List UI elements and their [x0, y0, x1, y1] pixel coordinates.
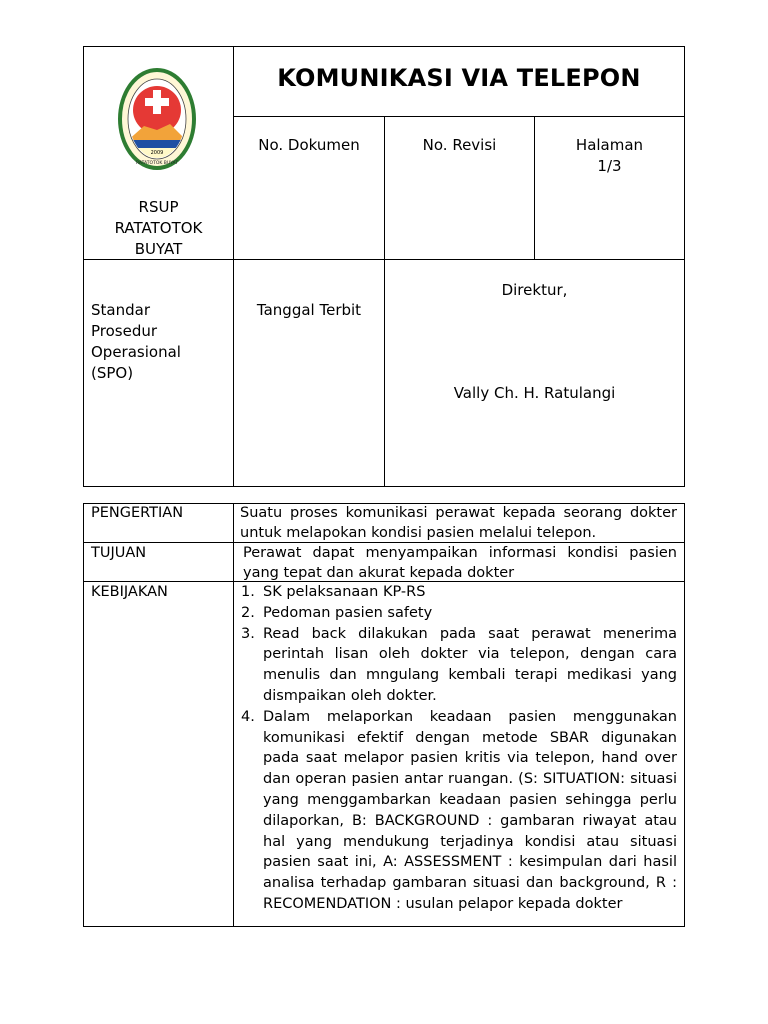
tanggal-terbit-label: Tanggal Terbit: [256, 301, 362, 319]
list-item-text: Dalam melaporkan keadaan pasien menggunakan komunikasi efektif dengan metode SBAR digunakan pada saat melapor pasien kritis via telepon, hand over dan operan pasien antar ruangan. (S: SITUATION: situasi yang menggambarkan keadaan pasien sehingga perlu dilaporkan, B: BACKGROUND : gambaran riwayat atau hal yang mendukung terjadinya kondisi atau situasi pasien saat ini, A: ASSESSMENT : kesimpulan dari hasil analisa terhadap gambaran situasi dan background, R : RECOMENDATION : usulan pelapor kepada dokter: [263, 708, 677, 912]
no-dokumen-label: No. Dokumen: [258, 136, 360, 154]
header-border-left: [83, 46, 84, 487]
page-title: KOMUNIKASI VIA TELEPON: [277, 64, 641, 92]
pengertian-label: PENGERTIAN: [91, 505, 184, 521]
hospital-emblem-icon: [118, 68, 196, 170]
direktur-name: Vally Ch. H. Ratulangi: [453, 384, 616, 402]
list-item-number: 4.: [241, 708, 255, 725]
halaman-label: Halaman: [575, 136, 644, 154]
list-item-text: Pedoman pasien safety: [263, 604, 433, 621]
hospital-name-line: RATATOTOK: [114, 219, 203, 237]
list-item: [241, 603, 677, 624]
list-item-number: 2.: [241, 604, 255, 621]
header-divider-title: [233, 116, 685, 117]
list-item: [241, 707, 677, 915]
list-item-text: SK pelaksanaan KP-RS: [263, 584, 426, 600]
spo-line: (SPO): [91, 364, 134, 382]
spo-line: Operasional: [91, 343, 181, 361]
tujuan-text: Perawat dapat menyampaikan informasi kondisi pasien yang tepat dan akurat kepada dokter: [243, 545, 677, 581]
tujuan-label: TUJUAN: [91, 545, 147, 561]
halaman-value: 1/3: [597, 157, 622, 175]
content-divider-col: [233, 503, 234, 927]
header-border-right: [684, 46, 685, 487]
logo-year: 2009: [150, 150, 164, 156]
no-revisi-label: No. Revisi: [422, 136, 497, 154]
list-item: [241, 582, 677, 603]
halaman-cell: [535, 135, 684, 177]
list-item-number: 1.: [241, 584, 255, 600]
list-item-number: 3.: [241, 625, 255, 642]
header-border-top: [83, 46, 685, 47]
hospital-name-line: RSUP: [138, 198, 179, 216]
spo-line: Standar: [91, 301, 150, 319]
direktur-label: Direktur,: [501, 281, 568, 299]
kebijakan-label: KEBIJAKAN: [91, 584, 168, 600]
content-border-left: [83, 503, 84, 927]
pengertian-text: Suatu proses komunikasi perawat kepada seorang dokter untuk melapokan kondisi pasien melalui telepon.: [240, 505, 677, 541]
hospital-name-line: BUYAT: [134, 240, 183, 258]
list-item: [241, 624, 677, 707]
hospital-name: [84, 197, 233, 260]
content-border-right: [684, 503, 685, 927]
spo-line: Prosedur: [91, 322, 158, 340]
list-item-text: Read back dilakukan pada saat perawat menerima perintah lisan oleh dokter via telepon, dengan cara menulis dan mngulang kembali terapi medikasi yang dismpaikan oleh dokter.: [263, 625, 677, 704]
header-divider-logo: [233, 46, 234, 487]
header-divider-doc: [384, 116, 385, 487]
kebijakan-list-container: [241, 582, 677, 925]
logo-bottom-text: RATATOTOK BUYAT: [135, 161, 179, 166]
kebijakan-list: [241, 582, 677, 915]
spo-label: [91, 300, 231, 384]
content-border-bottom: [83, 926, 685, 927]
